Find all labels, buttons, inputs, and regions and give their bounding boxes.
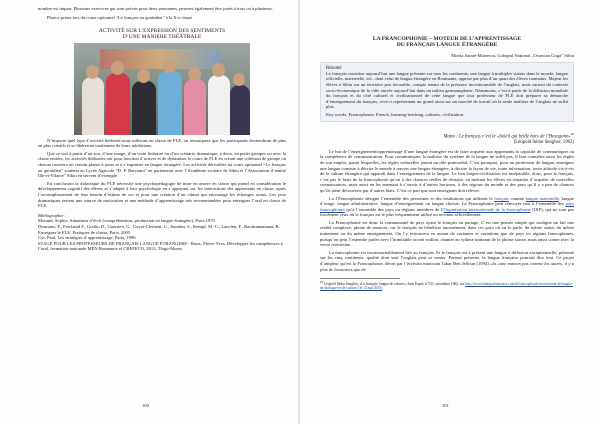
text-run: comme (510, 195, 524, 201)
bibliography-title: Bibliographie : (38, 212, 67, 218)
photo-person-head (86, 65, 99, 79)
epigraph (320, 132, 574, 146)
text-run: qu’à l’ensemble des pays ou régions membres de l’ (346, 206, 444, 212)
page-number-left: 100 (142, 403, 149, 408)
link-pays-francophones[interactable]: pays francophones (320, 201, 575, 212)
article-paragraph-2 (320, 196, 574, 218)
article-paragraph-1: Le but de l’enseignement/apprentissage d’une langue étrangère est de faire acquérir aux apprenants la capacité de communiquer ou la compétence de communication. Pour communiquer, la maîtrise du système de la langue ne suffit pas, il faut connaître aussi les règles de son emploi, parmi lesquelles, les règles culturelles jouent un rôle primordial. C’est pourquoi, pour un professeur de langue, enseigner une langue consiste à décrire le monde à travers une langue étrangère, à décrire la façon de vie, toute information, toute attitude vis-à-vis de la culture étrangère qui apparaît dans l’enseignement de la langue. Le lien langue-civilisation est inséparable, donc, pour le français, c’est par le biais de la francophonie qu’on a des chances réelles de réussite, en mettant les élèves en situation d’acquérir de nouvelles connaissances, mais aussi en les amenant à s’ouvrir à d’autres horizons, à des régions du monde et des pays qu’il y a peu de chances qu’ils aient découverts par d’autres biais. C’est ce pari que tout enseignant doit relever. (320, 148, 574, 193)
photo-person-head (212, 63, 225, 77)
link-langue-maternelle[interactable]: langue maternelle (525, 195, 559, 201)
link-oif[interactable]: Organisation internationale de la francophonie (443, 206, 531, 212)
bibliography-entry: Morand, Sophie, Situations d’écrit (compréhension, production en langue étrangère), Paris,1979 (38, 218, 215, 224)
photo-person-head (163, 59, 176, 73)
bibliography-entry: STAGE POUR LES PROFESSEURS DE FRANÇAIS LANGUE ETRANGERE - Roux, Pierre-Yves, Développer les compétences à l’oral, formation nationale MEN Roumanie et CREFECO, 2013, Târgu-Mureș (38, 240, 283, 252)
photo-person-head (111, 61, 124, 75)
body-paragraph-2: Que ce soit à partir d’un son, d’une image, d’un texte littéraire ou d’un scénario dramatique, à deux, en petits groupes ou avec la classe entière, les activités théâtrales ont pour fonction d’activer et de dynamiser le cours de FLE en créant une cohésion de groupe où chacun trouvera un certain plaisir à jouer et à s’exprimer en langue étrangère. Les activités dérivalées au cours optionnel “Le français au quotidien” soutenu au Lycée Agricole “D. P. Barcianu” en partenariat avec l’Académie scolaire de Sibiu et l’Association d’amitié Ille-et-Vilaine” Sibiu en servent d’exemple. (38, 150, 286, 179)
photo-person-head (233, 73, 245, 86)
classroom-photo (74, 43, 250, 135)
photo-person-head (188, 67, 201, 81)
keywords: Key words: Francophonie, French, learning-teaching, cultures, civilization. (326, 111, 465, 117)
left-page (0, 0, 298, 424)
epigraph-author: (Léopold Sédar Senghor, 1962) (513, 139, 574, 145)
photo-person (184, 79, 206, 135)
photo-person (230, 85, 250, 135)
abstract-text: Le français constitue aujourd’hui une langue présente sur tous les continents, une langue à multiples statuts dans le monde, langue officielle, maternelle, etc., dont celui de langue étrangère en Roumanie, apprise par plus d’un quart des élèves roumains. Majeur les élèves à Sibiu sur un territoire peu favorable, compte tenant de la présence incontournable de l’anglais, mais surtout du contexte socio-économique de la ville ancrée aujourd’hui dans un milieu germanophone. Néanmoins, c’est à partir de la diffusion mondiale du français et du côté culturel et civilisationnel de cette langue que tout professeur de FLE doit préparer sa démarche d’enseignement du français, ceci-ci représentant un grand atout sur un marché de travail où la seule maîtrise de l’anglais ne suffit plus. (326, 70, 568, 110)
link-francais[interactable]: français (494, 195, 509, 201)
text-run: (OIF), qui ne sont pas forcément ceux où le français est le plus fréquemment utilisé ou reconnu officiellement. (320, 206, 574, 218)
article-title-line-1: LA FRANCOPHONIE – MOTEUR DE L’APPRENTISSAGE (372, 36, 522, 42)
text-run: La l’Francophonie désigne l’ensemble des personnes et des institutions qui utilisent le (329, 195, 493, 201)
abstract-box (320, 62, 574, 122)
footnote-link[interactable]: http://www.lalanguefrancaise.com/la-francophonie-mouvement-de-langue-de-dialogue-et-de-culture/ (le 13 mai 2015) (320, 281, 573, 291)
article-title (320, 36, 574, 49)
footnote-text: Léopold Sédar Senghor, «Le français, langue de culture», dans Esprit, n°311, novembre 1962, sur (323, 281, 465, 286)
article-author: Mirela Istrate-Mateescu, Colegiul Național „Octavian Goga” Sibiu (451, 52, 574, 58)
article-paragraph-3: La Francophonie est donc la communauté de pays ayant le français en partage. C’est une pensée simple qui souligne un fait une réalité complexe, pleine de nuances, car le français ne bénéficie aucunement, dans ces pays où on le parle, du même statut, du même traitement ou du même enseignement. On l’y retrouvera en autant de variantes et variations que de pays ou régions francophones, puisqu’on peut l’entendre parler avec l’inimitable accent wallon, chanter au rythme tintinant de la phrase suisse, mais aussi conter avec la verve ivoirienne. (320, 219, 574, 248)
bibliography-entry: Cyr, Paul, Les stratégies d’apprentissage, Paris, 1996 (38, 235, 136, 241)
footnote-number: 18 (320, 279, 323, 284)
photo-caption (38, 28, 286, 40)
abstract-title: Résumé (326, 65, 342, 71)
body-paragraph-3: En conclusion la didactique du FLE nécessite une psychopédagogie de mise en œuvre en classe qui prend en considération le développement cognitif des élèves et s’adapte à leur psychologie en s’appuyant sur les interactions des apprenants en classe, après l’accomplissement de leur besoin d’estime de soi et pour une création d’un climat qui encourage les échanges oraux. Les jeux dramatiques restent une source de motivation et une méthode d’apprentissage très recommandées pour enseigner l’oral en classe de FLE. (38, 180, 286, 209)
footnote (320, 280, 574, 291)
right-page (300, 0, 600, 424)
photo-person (82, 77, 104, 135)
bibliography-entry: Desmons, F., Ferchaud F., Godin, D., Guerrien, G., Guyot-Clement, C., Jourdan, S., Kempf, M.-C., Lanclen, F., Racakamamana, R. Enseigner le FLE. Pratiques de classe, Paris, 2005 (38, 223, 280, 235)
footnote-separator (320, 278, 400, 279)
photo-person (208, 75, 230, 135)
bibliography (38, 213, 286, 252)
article-title-line-2: DU FRANÇAIS LANGUE ÉTRANGÈRE (396, 42, 498, 49)
continuation-text: nombre est impair. Plusieurs exercices qui sont prévus pour deux personnes, peuvent également être joués à trois ou à plusieurs. (38, 6, 273, 11)
caption-line-1: ACTIVITÉ SUR L’EXPRESSION DES SENTIMENTS (98, 28, 226, 35)
photos-intro: Photos prises lors du cours optionnel “Le français au quotidien” à la X-e classe (47, 14, 193, 20)
text-run: , langue d’usage, langue administrative, langue d’enseignement ou langue choisie. La Francophonie peut renvoyer tant à l’ensemble des (320, 195, 574, 207)
photo-person (158, 71, 182, 135)
text-run-italic: «la «une maison pas comme les autres, il y a plus de locataires que de (320, 261, 574, 272)
body-paragraph-1: N’importe quel type d’activité théâtrale nous utilisons en classe de FLE, on remarquera que les participants deviendront de plus en plus créatifs et se libéreront totalement de leurs inhibitions. (38, 137, 286, 149)
photo-person (106, 73, 130, 135)
epigraph-quote: Motto : Le français c’est le «Soleil qui brille hors de l’Hexagone» (443, 134, 571, 140)
photo-person (132, 81, 156, 135)
caption-line-2: D’UNE MANIÈRE THÉÂTRALE (122, 34, 202, 41)
text-run: La francophonie est incontournablement liée au français. Et le français est à présent une langue à diffusion exceptionnelle, présente sur les cinq continents, qualité dont seul l’anglais peut se vanter. Partout présente, la langue française pourrait dire tout. Ce projet d’ampleur qu’est la Francophonie, décrit par l’écrivain marocain Tahar Ben Jelloun (1994) (320, 249, 574, 267)
epigraph-footnote-ref: 18 (570, 131, 574, 136)
article-paragraph-4 (320, 250, 574, 272)
photo-person-head (137, 69, 150, 83)
page-number-right: 101 (442, 403, 449, 408)
